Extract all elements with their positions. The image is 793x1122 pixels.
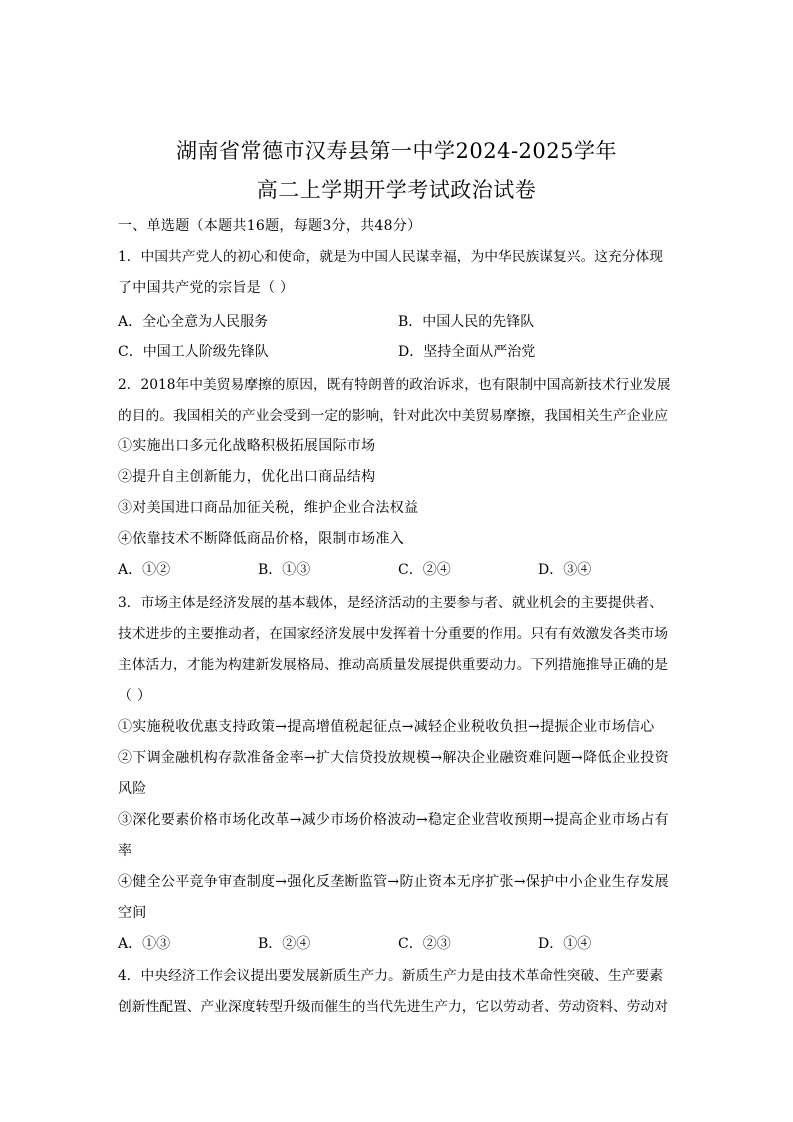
question-3-stem-line: （ ） bbox=[118, 688, 152, 704]
question-2-statement-1: ①实施出口多元化战略积极拓展国际市场 bbox=[118, 438, 376, 454]
question-2-statement-4: ④依靠技术不断降低商品价格，限制市场准入 bbox=[118, 531, 404, 547]
question-3-statement-3-cont: 率 bbox=[118, 843, 133, 859]
question-2-stem-line: 的目的。我国相关的产业会受到一定的影响，针对此次中美贸易摩擦，我国相关生产企业应 bbox=[118, 408, 669, 424]
question-1-stem-line: 1．中国共产党人的初心和使命，就是为中国人民谋幸福，为中华民族谋复兴。这充分体现 bbox=[118, 249, 664, 265]
question-2-option-a: A．①② bbox=[118, 562, 171, 578]
question-3-statement-3: ③深化要素价格市场化改革→减少市场价格波动→稳定企业营收预期→提高企业市场占有 bbox=[118, 812, 669, 828]
question-1-option-c: C．中国工人阶级先锋队 bbox=[118, 344, 269, 360]
question-3-statement-1: ①实施税收优惠支持政策→提高增值税起征点→减轻企业税收负担→提振企业市场信心 bbox=[118, 719, 655, 735]
question-3-statement-4-cont: 空间 bbox=[118, 905, 147, 921]
question-1-stem-line: 了中国共产党的宗旨是（ ） bbox=[118, 280, 295, 296]
question-2-stem-line: 2．2018年中美贸易摩擦的原因，既有特朗普的政治诉求，也有限制中国高新技术行业发展 bbox=[118, 377, 671, 393]
question-2-statement-2: ②提升自主创新能力，优化出口商品结构 bbox=[118, 469, 376, 485]
question-1-option-b: B．中国人民的先锋队 bbox=[398, 314, 535, 330]
question-3-option-b: B．②④ bbox=[258, 936, 311, 952]
exam-title-line2: 高二上学期开学考试政治试卷 bbox=[256, 178, 537, 202]
question-2-statement-3: ③对美国进口商品加征关税，维护企业合法权益 bbox=[118, 500, 419, 516]
question-2-option-b: B．①③ bbox=[258, 562, 311, 578]
section-heading: 一、单选题（本题共16题，每题3分，共48分） bbox=[118, 218, 422, 234]
question-3-statement-2: ②下调金融机构存款准备金率→扩大信贷投放规模→解决企业融资难问题→降低企业投资 bbox=[118, 750, 669, 766]
question-3-stem-line: 主体活力，才能为构建新发展格局、推动高质量发展提供重要动力。下列措施推导正确的是 bbox=[118, 657, 669, 673]
question-3-statement-2-cont: 风险 bbox=[118, 781, 147, 797]
question-3-option-a: A．①③ bbox=[118, 936, 171, 952]
question-4-stem-line: 4．中央经济工作会议提出要发展新质生产力。新质生产力是由技术革命性突破、生产要素 bbox=[118, 968, 664, 984]
question-3-statement-4: ④健全公平竞争审查制度→强化反垄断监管→防止资本无序扩张→保护中小企业生存发展 bbox=[118, 874, 669, 890]
question-2-option-d: D．③④ bbox=[538, 562, 592, 578]
exam-title-line1: 湖南省常德市汉寿县第一中学2024-2025学年 bbox=[176, 139, 617, 163]
question-1-option-d: D．坚持全面从严治党 bbox=[398, 344, 536, 360]
question-1-option-a: A．全心全意为人民服务 bbox=[118, 314, 269, 330]
question-3-option-c: C．②③ bbox=[398, 936, 451, 952]
question-4-stem-line: 创新性配置、产业深度转型升级而催生的当代先进生产力，它以劳动者、劳动资料、劳动对 bbox=[118, 999, 669, 1015]
question-3-stem-line: 3．市场主体是经济发展的基本载体，是经济活动的主要参与者、就业机会的主要提供者、 bbox=[118, 595, 664, 611]
question-2-option-c: C．②④ bbox=[398, 562, 451, 578]
question-3-stem-line: 技术进步的主要推动者，在国家经济发展中发挥着十分重要的作用。只有有效激发各类市场 bbox=[118, 626, 669, 642]
question-3-option-d: D．①④ bbox=[538, 936, 592, 952]
